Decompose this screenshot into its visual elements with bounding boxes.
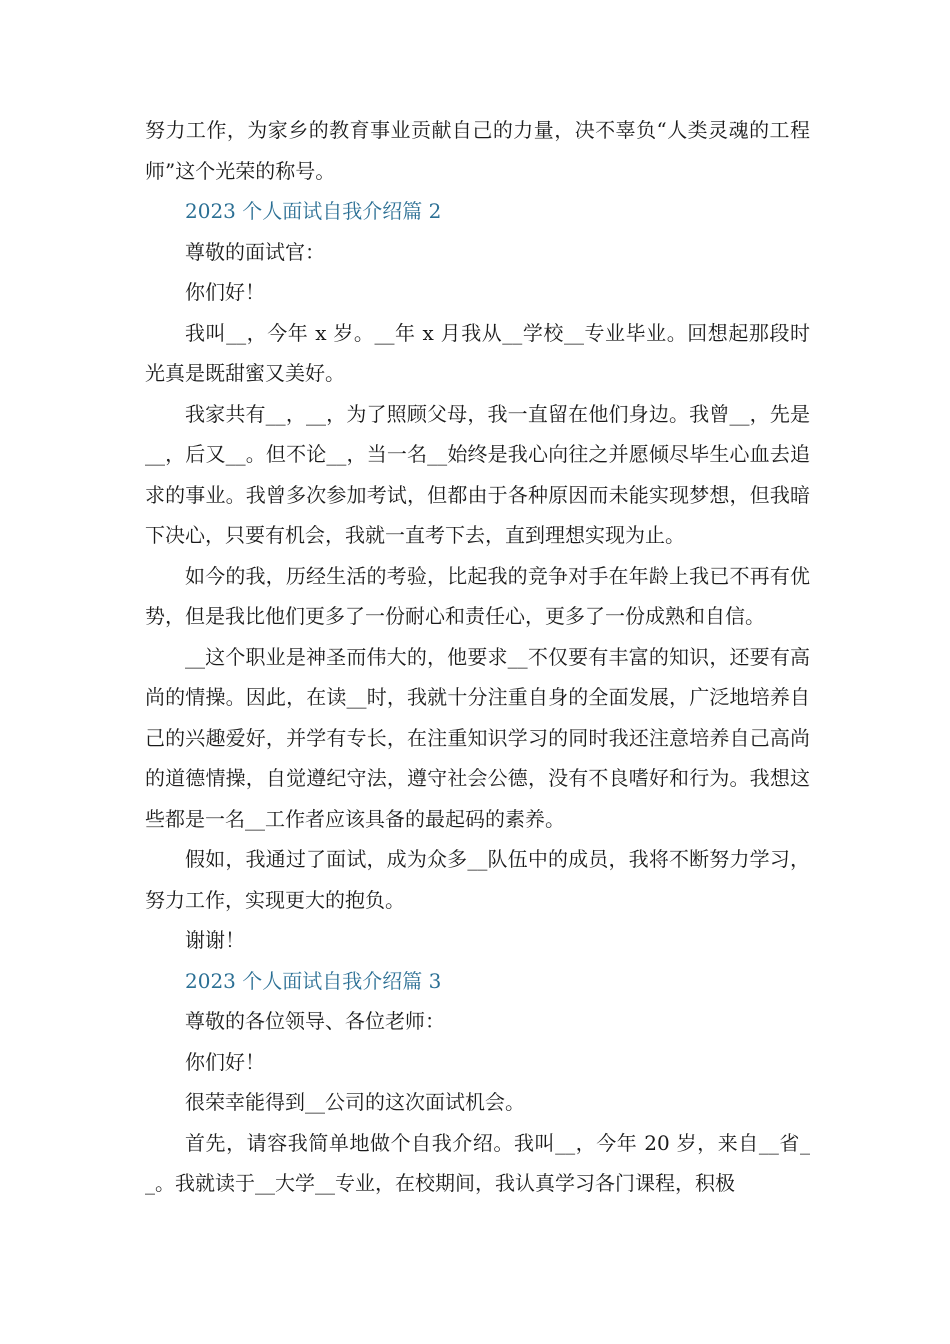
paragraph: 你们好！ <box>185 280 265 304</box>
paragraph: 首先，请容我简单地做个自我介绍。我叫__，今年 20 岁，来自__省__。我就读于__大学__专业，在校期间，我认真学习各门课程，积极 <box>145 1130 810 1195</box>
paragraph: 努力工作，为家乡的教育事业贡献自己的力量，决不辜负“人类灵魂的工程师”这个光荣的称号。 <box>145 118 810 183</box>
section-heading: 2023 个人面试自我介绍篇 3 <box>185 968 442 993</box>
document-page <box>145 110 810 1204</box>
paragraph: 我叫__，今年 x 岁。__年 x 月我从__学校__专业毕业。回想起那段时光真是既甜蜜又美好。 <box>145 320 810 385</box>
section-heading: 2023 个人面试自我介绍篇 2 <box>185 199 442 223</box>
paragraph: 尊敬的面试官： <box>185 239 325 264</box>
paragraph: 你们好！ <box>185 1049 265 1074</box>
paragraph: 谢谢！ <box>185 928 245 952</box>
paragraph: 我家共有__，__，为了照顾父母，我一直留在他们身边。我曾__，先是__，后又__。但不论__，当一名__始终是我心向往之并愿倾尽毕生心血去追求的事业。我曾多次参加考试，但都由于各种原因而未能实现梦想，但我暗下决心，只要有机会，我就一直考下去，直到理想实现为止。 <box>145 401 810 547</box>
paragraph: 尊敬的各位领导、各位老师： <box>185 1009 445 1033</box>
paragraph: __这个职业是神圣而伟大的，他要求__不仅要有丰富的知识，还要有高尚的情操。因此，在读__时，我就十分注重自身的全面发展，广泛地培养自己的兴趣爱好，并学有专长，在注重知识学习的同时我还注意培养自己高尚的道德情操，自觉遵纪守法，遵守社会公德，没有不良嗜好和行为。我想这些都是一名__工作者应该具备的最起码的素养。 <box>145 644 810 831</box>
paragraph: 假如，我通过了面试，成为众多__队伍中的成员，我将不断努力学习，努力工作，实现更大的抱负。 <box>145 847 810 912</box>
paragraph: 如今的我，历经生活的考验，比起我的竞争对手在年龄上我已不再有优势，但是我比他们更多了一份耐心和责任心，更多了一份成熟和自信。 <box>145 563 810 628</box>
paragraph: 很荣幸能得到__公司的这次面试机会。 <box>185 1090 525 1114</box>
